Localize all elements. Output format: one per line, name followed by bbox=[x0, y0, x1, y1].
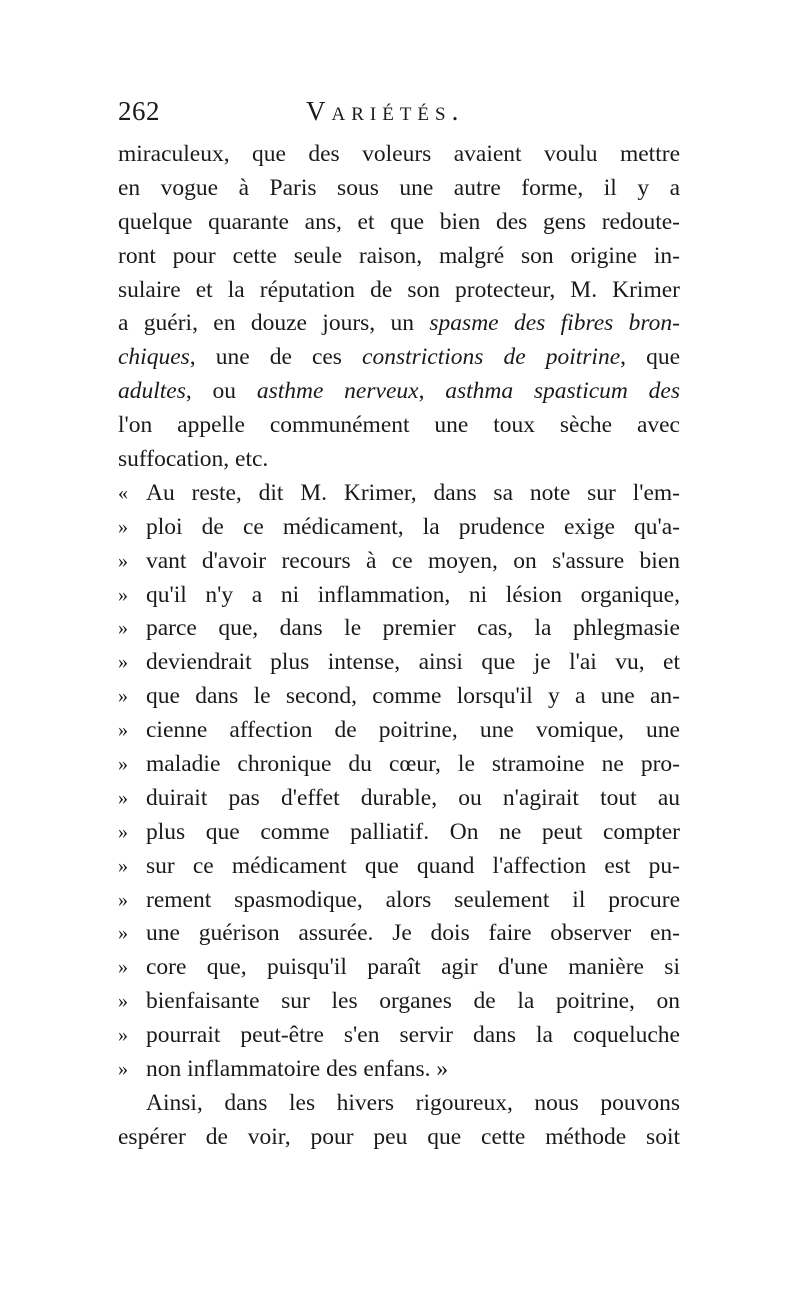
line-text: core que, puisqu'il paraît agir d'une manière si bbox=[146, 954, 680, 981]
line-text: maladie chronique du cœur, le stramoine ne pro- bbox=[146, 751, 680, 778]
line-text: sulaire et la réputation de son protecteur, M. Krimer bbox=[118, 276, 680, 303]
italic-term: spasme des fibres bron- bbox=[429, 310, 680, 337]
text-line bbox=[118, 206, 680, 240]
italic-term: asthma spasticum des bbox=[445, 378, 680, 405]
text-segment: , bbox=[418, 378, 446, 405]
line-text: duirait pas d'effet durable, ou n'agirait tout au bbox=[146, 784, 680, 811]
line-text: suffocation, etc. bbox=[118, 446, 269, 473]
line-text: parce que, dans le premier cas, la phlegmasie bbox=[146, 615, 680, 642]
text-line bbox=[118, 240, 680, 274]
text-line bbox=[118, 443, 680, 477]
text-line bbox=[118, 477, 680, 511]
line-text: Au reste, dit M. Krimer, dans sa note sur l'em- bbox=[146, 479, 680, 506]
line-text: vant d'avoir recours à ce moyen, on s'assure bien bbox=[146, 547, 680, 574]
line-text: espérer de voir, pour peu que cette méthode soit bbox=[118, 1123, 680, 1150]
text-line bbox=[118, 612, 680, 646]
quote-mark: » bbox=[118, 583, 128, 606]
text-line bbox=[118, 1053, 680, 1087]
text-line bbox=[118, 375, 680, 409]
text-line bbox=[118, 307, 680, 341]
line-text: une guérison assurée. Je dois faire observer en- bbox=[146, 920, 680, 947]
text-line bbox=[118, 1019, 680, 1053]
text-line bbox=[118, 579, 680, 613]
italic-term: chiques bbox=[118, 344, 190, 371]
text-line bbox=[118, 850, 680, 884]
text-segment: , une de ces bbox=[189, 344, 363, 371]
quote-mark: » bbox=[118, 617, 128, 640]
italic-term: constrictions de poitrine bbox=[362, 344, 621, 371]
line-text: ploi de ce médicament, la prudence exige qu'a- bbox=[146, 513, 680, 540]
quote-mark: « bbox=[118, 481, 128, 504]
line-text: miraculeux, que des voleurs avaient voulu mettre bbox=[118, 141, 680, 167]
line-text: deviendrait plus intense, ainsi que je l'ai vu, et bbox=[146, 649, 680, 676]
quote-mark: » bbox=[118, 1058, 128, 1081]
text-line bbox=[118, 951, 680, 985]
line-text: cienne affection de poitrine, une vomique, une bbox=[146, 717, 680, 744]
quote-mark: » bbox=[118, 990, 128, 1013]
text-segment: , que bbox=[620, 344, 680, 371]
page-header bbox=[118, 96, 680, 136]
line-text: qu'il n'y a ni inflammation, ni lésion organique, bbox=[146, 581, 680, 608]
text-line bbox=[118, 138, 680, 172]
line-text: bienfaisante sur les organes de la poitrine, on bbox=[146, 988, 680, 1015]
text-segment: , ou bbox=[185, 378, 257, 405]
line-text: rement spasmodique, alors seulement il procure bbox=[146, 886, 680, 913]
text-line bbox=[118, 680, 680, 714]
quote-mark: » bbox=[118, 854, 128, 877]
italic-term: adultes bbox=[118, 378, 186, 405]
text-line bbox=[118, 714, 680, 748]
text-line bbox=[118, 985, 680, 1019]
text-line bbox=[118, 511, 680, 545]
quote-mark: » bbox=[118, 685, 128, 708]
line-text: non inflammatoire des enfans. » bbox=[146, 1056, 449, 1083]
quote-mark: » bbox=[118, 922, 128, 945]
line-text: quelque quarante ans, et que bien des gens redoute- bbox=[118, 208, 680, 235]
running-title: Variétés. bbox=[306, 96, 465, 126]
line-text: plus que comme palliatif. On ne peut compter bbox=[146, 818, 680, 845]
quote-mark: » bbox=[118, 719, 128, 742]
quote-mark: » bbox=[118, 651, 128, 674]
quote-mark: » bbox=[118, 549, 128, 572]
line-text: Ainsi, dans les hivers rigoureux, nous pouvons bbox=[146, 1089, 680, 1116]
quote-mark: » bbox=[118, 820, 128, 843]
text-line bbox=[118, 748, 680, 782]
line-text: en vogue à Paris sous une autre forme, il y a bbox=[118, 174, 680, 201]
italic-term: asthme nerveux bbox=[256, 378, 419, 405]
quote-mark: » bbox=[118, 753, 128, 776]
text-line bbox=[118, 1121, 680, 1155]
line-text: l'on appelle communément une toux sèche avec bbox=[118, 412, 680, 439]
text-line bbox=[118, 274, 680, 308]
text-line bbox=[118, 172, 680, 206]
line-text: ront pour cette seule raison, malgré son origine in- bbox=[118, 242, 680, 269]
text-line bbox=[118, 646, 680, 680]
line-text: sur ce médicament que quand l'affection est pu- bbox=[146, 852, 680, 879]
line-text: pourrait peut-être s'en servir dans la coqueluche bbox=[146, 1022, 680, 1049]
quote-mark: » bbox=[118, 786, 128, 809]
quote-mark: » bbox=[118, 888, 128, 911]
text-line bbox=[118, 409, 680, 443]
body-text bbox=[118, 138, 680, 1155]
quote-mark: » bbox=[118, 956, 128, 979]
text-line bbox=[118, 917, 680, 951]
text-line bbox=[118, 884, 680, 918]
quote-mark: » bbox=[118, 515, 128, 538]
text-segment: a guéri, en douze jours, un bbox=[118, 310, 430, 337]
page-number: 262 bbox=[118, 96, 160, 126]
quote-mark: » bbox=[118, 1024, 128, 1047]
text-line bbox=[118, 1087, 680, 1121]
text-line bbox=[118, 782, 680, 816]
text-line bbox=[118, 341, 680, 375]
line-text: que dans le second, comme lorsqu'il y a une an- bbox=[146, 683, 680, 710]
text-line bbox=[118, 816, 680, 850]
text-line bbox=[118, 545, 680, 579]
